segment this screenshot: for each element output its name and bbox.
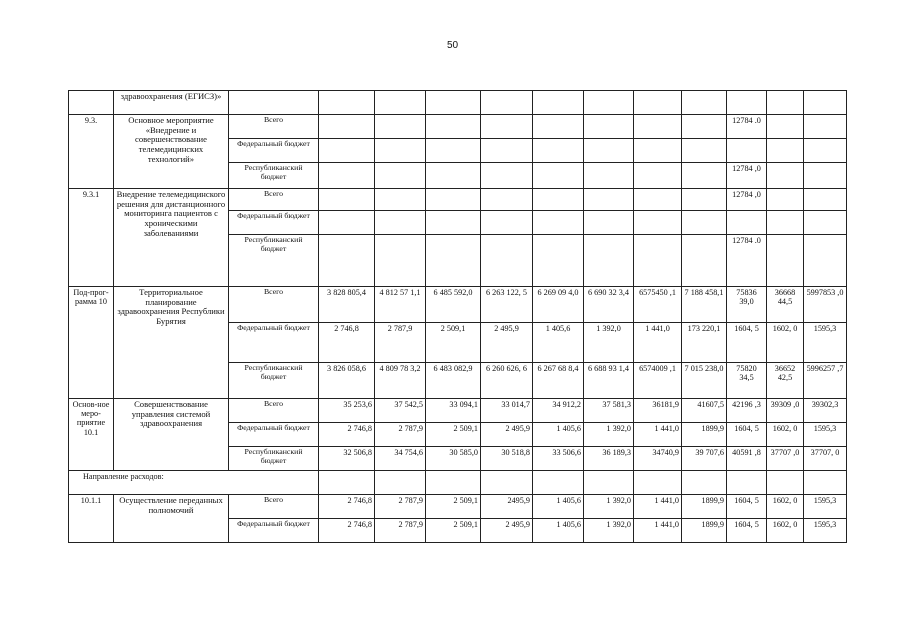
value-cell: 2 746,8: [319, 519, 375, 543]
source-label: Всего: [229, 189, 319, 211]
value-cell: 2 787,9: [375, 323, 426, 363]
measure-name: Внедрение телемедицинского решения для дистанционного мониторинга пациентов с хроническими заболеваниями: [114, 189, 229, 287]
value-cell: 2 746,8: [319, 495, 375, 519]
value-cell: 1595,3: [804, 423, 847, 447]
value-cell: 30 585,0: [426, 447, 481, 471]
value-cell: 1 441,0: [634, 519, 682, 543]
value-cell: 1602, 0: [767, 519, 804, 543]
value-cell: 1 405,6: [533, 323, 584, 363]
value-cell: 34 754,6: [375, 447, 426, 471]
expenses-header: Направление расходов:: [69, 471, 319, 495]
row-code: 9.3.1: [69, 189, 114, 287]
value-cell: 41607,5: [682, 399, 727, 423]
value-cell: 1604, 5: [727, 519, 767, 543]
table-row: [69, 189, 847, 211]
value-cell: 2 509,1: [426, 423, 481, 447]
value-cell: 4 809 78 3,2: [375, 363, 426, 399]
row-code: 9.3.: [69, 115, 114, 189]
table-row: [69, 115, 847, 139]
source-label: Всего: [229, 495, 319, 519]
value-cell: 39 707,6: [682, 447, 727, 471]
source-label: Республиканский бюджет: [229, 363, 319, 399]
value-cell: 5996257 ,7: [804, 363, 847, 399]
value-cell: 37 581,3: [584, 399, 634, 423]
source-label: Республиканский бюджет: [229, 447, 319, 471]
value-cell: 6 688 93 1,4: [584, 363, 634, 399]
value-cell: 1 392,0: [584, 519, 634, 543]
value-cell: 39302,3: [804, 399, 847, 423]
row-code: Под-прог-рамма 10: [69, 287, 114, 399]
value-cell: 75820 34,5: [727, 363, 767, 399]
value-cell: 2 495,9: [481, 519, 533, 543]
value-cell: 1 441,0: [634, 323, 682, 363]
value-cell: 1604, 5: [727, 495, 767, 519]
value-cell: 30 518,8: [481, 447, 533, 471]
table-row: [69, 91, 847, 115]
source-label: Федеральный бюджет: [229, 139, 319, 163]
value-cell: 37 542,5: [375, 399, 426, 423]
table-row: [69, 495, 847, 519]
table-row: [69, 399, 847, 423]
value-cell: 7 188 458,1: [682, 287, 727, 323]
value-cell: 4 812 57 1,1: [375, 287, 426, 323]
value-cell: 6 269 09 4,0: [533, 287, 584, 323]
value-cell: 6575450 ,1: [634, 287, 682, 323]
value-cell: 1899,9: [682, 495, 727, 519]
value-cell: 33 506,6: [533, 447, 584, 471]
source-label: Федеральный бюджет: [229, 211, 319, 235]
measure-name: Осуществление переданных полномочий: [114, 495, 229, 543]
value-cell: 35 253,6: [319, 399, 375, 423]
value-cell: 1595,3: [804, 519, 847, 543]
value-cell: 1 392,0: [584, 495, 634, 519]
row-code: Основ-ное меро-приятие 10.1: [69, 399, 114, 471]
value-cell: 173 220,1: [682, 323, 727, 363]
value-cell: 6 690 32 3,4: [584, 287, 634, 323]
value-cell: 40591 ,8: [727, 447, 767, 471]
source-label: Республиканский бюджет: [229, 235, 319, 287]
value-cell: 75836 39,0: [727, 287, 767, 323]
value-cell: 1 392,0: [584, 323, 634, 363]
table-row: [69, 471, 847, 495]
value-cell: 2 495,9: [481, 423, 533, 447]
measure-name: Территориальное планирование здравоохранения Республики Бурятия: [114, 287, 229, 399]
value-cell: 34 912,2: [533, 399, 584, 423]
value-cell: 2 787,9: [375, 495, 426, 519]
value-cell: 1899,9: [682, 519, 727, 543]
value-cell: 1602, 0: [767, 495, 804, 519]
value-cell: 6574009 ,1: [634, 363, 682, 399]
value-cell: 2 509,1: [426, 495, 481, 519]
source-label: Всего: [229, 115, 319, 139]
value-cell: 12784 .0: [727, 235, 767, 287]
value-cell: 1595,3: [804, 495, 847, 519]
value-cell: 2 495,9: [481, 323, 533, 363]
source-label: Всего: [229, 399, 319, 423]
value-cell: 2 509,1: [426, 323, 481, 363]
value-cell: 1 405,6: [533, 423, 584, 447]
value-cell: 6 267 68 8,4: [533, 363, 584, 399]
value-cell: 1595,3: [804, 323, 847, 363]
page-number: 50: [446, 40, 459, 51]
value-cell: 34740,9: [634, 447, 682, 471]
value-cell: 2 787,9: [375, 423, 426, 447]
source-label: Федеральный бюджет: [229, 423, 319, 447]
table-row: [69, 287, 847, 323]
value-cell: 1899,9: [682, 423, 727, 447]
value-cell: 2 746,8: [319, 323, 375, 363]
value-cell: 32 506,8: [319, 447, 375, 471]
value-cell: 2 509,1: [426, 519, 481, 543]
value-cell: 5997853 ,0: [804, 287, 847, 323]
value-cell: 6 485 592,0: [426, 287, 481, 323]
value-cell: 2 746,8: [319, 423, 375, 447]
value-cell: 1 392,0: [584, 423, 634, 447]
source-label: Всего: [229, 287, 319, 323]
value-cell: 6 263 122, 5: [481, 287, 533, 323]
value-cell: 2 787,9: [375, 519, 426, 543]
budget-table: [68, 90, 847, 543]
measure-name: Совершенствование управления системой здравоохранения: [114, 399, 229, 471]
value-cell: 37707, 0: [804, 447, 847, 471]
value-cell: 1 441,0: [634, 423, 682, 447]
value-cell: 12784 .0: [727, 115, 767, 139]
value-cell: 6 260 626, 6: [481, 363, 533, 399]
measure-name: Основное мероприятие «Внедрение и совершенствование телемедицинских технологий»: [114, 115, 229, 189]
value-cell: 1 405,6: [533, 495, 584, 519]
value-cell: 1604, 5: [727, 423, 767, 447]
value-cell: 3 826 058,6: [319, 363, 375, 399]
value-cell: 36668 44,5: [767, 287, 804, 323]
source-label: Федеральный бюджет: [229, 323, 319, 363]
measure-name: здравоохранения (ЕГИСЗ)»: [114, 91, 229, 115]
value-cell: 1604, 5: [727, 323, 767, 363]
value-cell: 1602, 0: [767, 423, 804, 447]
row-code: 10.1.1: [69, 495, 114, 543]
value-cell: 39309 ,0: [767, 399, 804, 423]
value-cell: 36181,9: [634, 399, 682, 423]
value-cell: 6 483 082,9: [426, 363, 481, 399]
value-cell: 12784 ,0: [727, 189, 767, 211]
value-cell: 36 189,3: [584, 447, 634, 471]
value-cell: 33 014,7: [481, 399, 533, 423]
value-cell: 42196 ,3: [727, 399, 767, 423]
value-cell: 1602, 0: [767, 323, 804, 363]
value-cell: 12784 ,0: [727, 163, 767, 189]
value-cell: 37707 ,0: [767, 447, 804, 471]
value-cell: 3 828 805,4: [319, 287, 375, 323]
value-cell: 7 015 238,0: [682, 363, 727, 399]
source-label: Федеральный бюджет: [229, 519, 319, 543]
value-cell: 2495,9: [481, 495, 533, 519]
value-cell: 1 405,6: [533, 519, 584, 543]
value-cell: 33 094,1: [426, 399, 481, 423]
value-cell: 36652 42,5: [767, 363, 804, 399]
source-label: Республиканский бюджет: [229, 163, 319, 189]
value-cell: 1 441,0: [634, 495, 682, 519]
